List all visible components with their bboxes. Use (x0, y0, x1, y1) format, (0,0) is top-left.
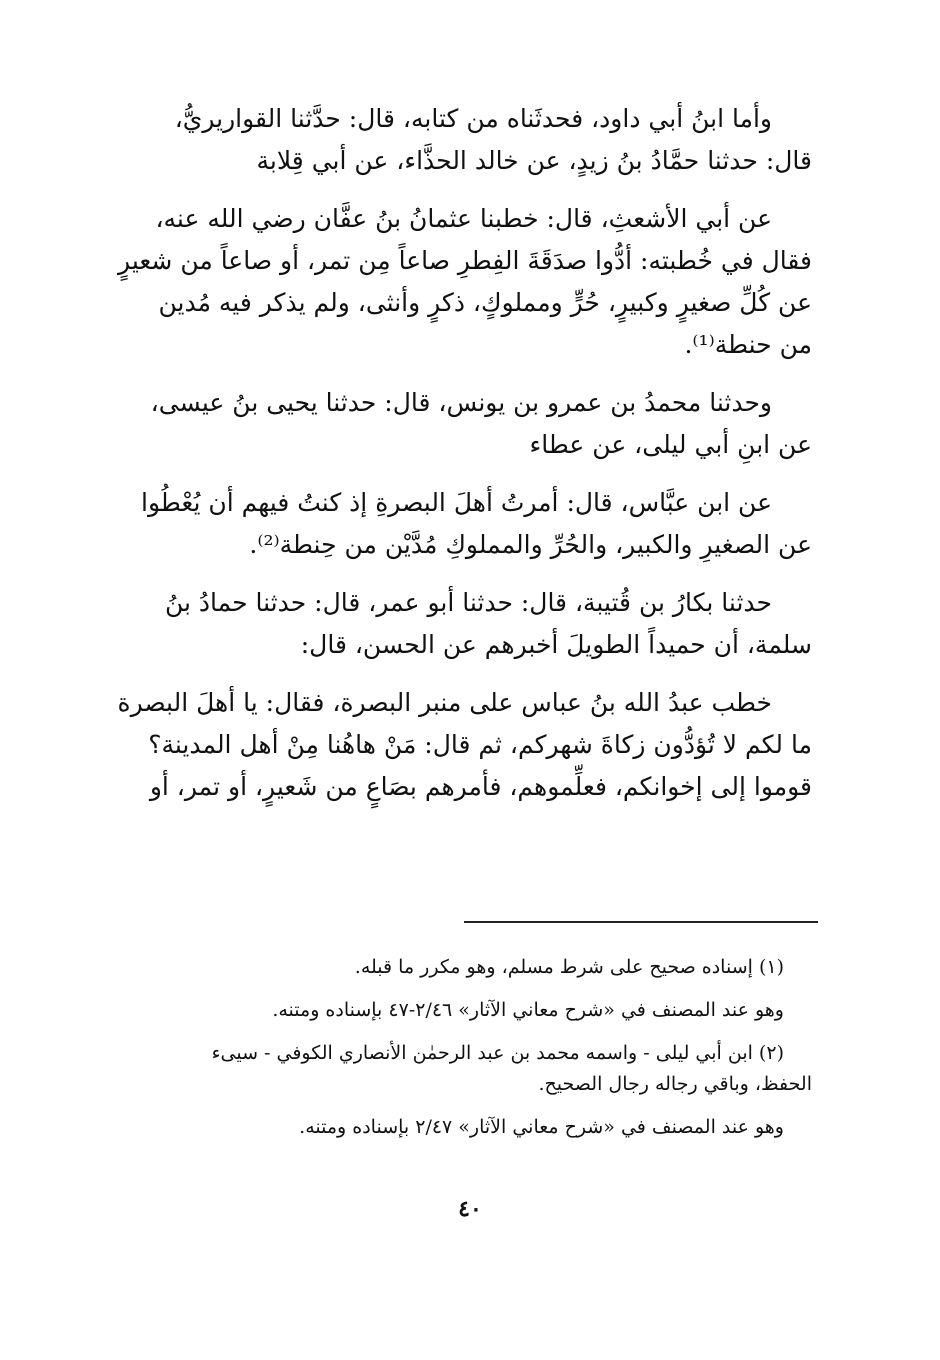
paragraph-3 (100, 382, 812, 466)
footnotes (100, 952, 812, 1155)
text-line: ما لكم لا تُؤدُّون زكاةَ شهركم، ثم قال: مَنْ هاهُنا مِنْ أهل المدينة؟ (148, 730, 812, 759)
footnote-2 (100, 1038, 812, 1100)
paragraph-4 (100, 482, 812, 566)
footnote-1-source: وهو عند المصنف في «شرح معاني الآثار» ٢/٤٦-٤٧ بإسناده ومتنه. (272, 999, 784, 1021)
text-line: عن ابن عبَّاس، قال: أمرتُ أهلَ البصرةِ إذ كنتُ فيهم أن يُعْطُوا (141, 488, 772, 517)
text-line: وأما ابنُ أبي داود، فحدثَناه من كتابه، قال: حدَّثنا القواريريُّ، (174, 104, 772, 133)
text-line: عن ابنِ أبي ليلى، عن عطاء (529, 430, 812, 459)
text-line: حدثنا بكارُ بن قُتيبة، قال: حدثنا أبو عمر، قال: حدثنا حمادُ بنُ (164, 588, 772, 617)
page-number: ٤٠ (458, 1196, 482, 1222)
paragraph-5 (100, 582, 812, 666)
main-text (100, 98, 812, 824)
text-line: سلمة، أن حميداً الطويلَ أخبرهم عن الحسن، قال: (300, 630, 812, 659)
text-line: من حنطة⁽¹⁾. (684, 330, 812, 359)
text-line: قوموا إلى إخوانكم، فعلِّموهم، فأمرهم بصَاعٍ من شَعيرٍ، أو تمر، أو (149, 772, 812, 801)
paragraph-2 (100, 198, 812, 366)
footnote-line: (٢) ابن أبي ليلى - واسمه محمد بن عبد الرحمٰن الأنصاري الكوفي - سيىء (211, 1042, 784, 1064)
text-line: عن أبي الأشعثِ، قال: خطبنا عثمانُ بنُ عفَّان رضي الله عنه، (155, 204, 772, 233)
paragraph-6 (100, 682, 812, 808)
text-line: فقال في خُطبته: أدُّوا صدَقَةَ الفِطرِ صاعاً مِن تمر، أو صاعاً من شعيرٍ (118, 246, 812, 275)
text-line: خطب عبدُ الله بنُ عباس على منبر البصرة، فقال: يا أهلَ البصرة (117, 688, 772, 717)
footnote-line: الحفظ، وباقي رجاله رجال الصحيح. (538, 1073, 812, 1095)
text-line: عن كُلِّ صغيرٍ وكبيرٍ، حُرٍّ ومملوكٍ، ذكرٍ وأنثى، ولم يذكر فيه مُدين (158, 288, 812, 317)
paragraph-1 (100, 98, 812, 182)
text-line: قال: حدثنا حمَّادُ بنُ زيدٍ، عن خالد الحذَّاء، عن أبي قِلابة (256, 146, 812, 175)
text-line: عن الصغيرِ والكبير، والحُرِّ والمملوكِ مُدَّيْن من حِنطة⁽²⁾. (249, 530, 812, 559)
footnote-1: (١) إسناده صحيح على شرط مسلم، وهو مكرر ما قبله. (354, 956, 784, 978)
footnote-divider (464, 921, 818, 923)
text-line: وحدثنا محمدُ بن عمرو بن يونس، قال: حدثنا يحيى بنُ عيسى، (150, 388, 772, 417)
footnote-2-source: وهو عند المصنف في «شرح معاني الآثار» ٢/٤٧ بإسناده ومتنه. (299, 1116, 784, 1138)
